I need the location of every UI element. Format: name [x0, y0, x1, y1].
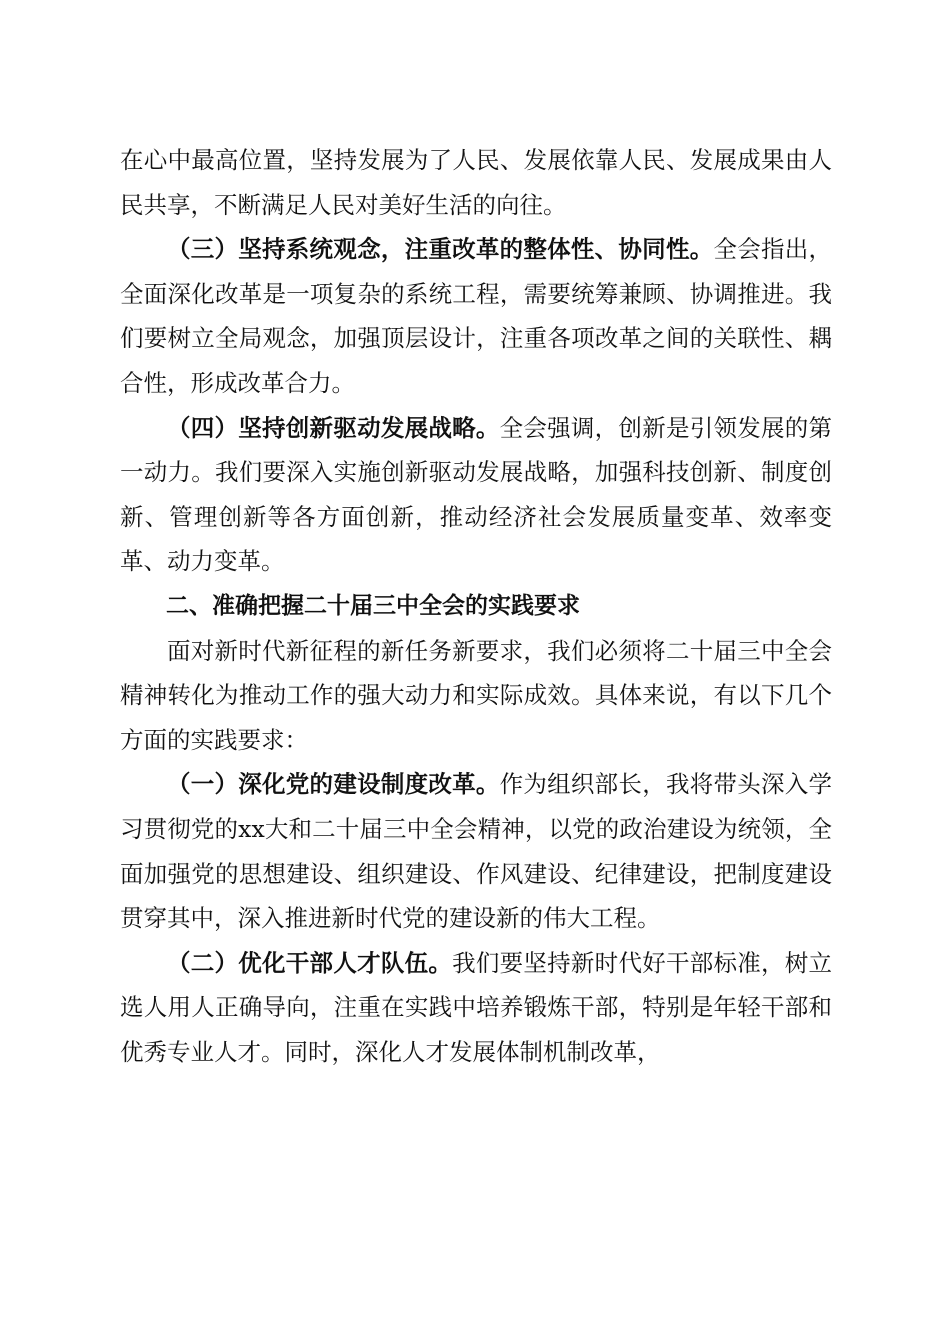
- paragraph-text: 在心中最高位置，坚持发展为了人民、发展依靠人民、发展成果由人民共享，不断满足人民对美好生活的向往。: [120, 146, 832, 219]
- paragraph-point-one: [120, 762, 832, 940]
- paragraph-text: 面对新时代新征程的新任务新要求，我们必须将二十届三中全会精神转化为推动工作的强大动力和实际成效。具体来说，有以下几个方面的实践要求：: [120, 636, 832, 754]
- paragraph-text: 全会指出，全面深化改革是一项复杂的系统工程，需要统筹兼顾、协调推进。我们要树立全局观念，加强顶层设计，注重各项改革之间的关联性、耦合性，形成改革合力。: [120, 235, 833, 397]
- paragraph-lead: （一）深化党的建设制度改革。: [167, 770, 500, 799]
- paragraph-section-intro: [120, 629, 832, 763]
- paragraph-point-three: [120, 227, 832, 405]
- paragraph-text: 全会强调，创新是引领发展的第一动力。我们要深入实施创新驱动发展战略，加强科技创新、制度创新、管理创新等各方面创新，推动经济社会发展质量变革、效率变革、动力变革。: [120, 413, 833, 576]
- paragraph-text: 作为组织部长，我将带头深入学习贯彻党的xx大和二十届三中全会精神，以党的政治建设为统领，全面加强党的思想建设、组织建设、作风建设、纪律建设，把制度建设贯穿其中，深入推进新时代党的建设新的伟大工程。: [120, 770, 833, 933]
- section-heading: 二、准确把握二十届三中全会的实践要求: [166, 592, 580, 619]
- paragraph-point-four: [120, 406, 832, 584]
- paragraph-point-two: [120, 941, 832, 1075]
- paragraph-lead: （三）坚持系统观念，注重改革的整体性、协同性。: [167, 235, 714, 264]
- paragraph-lead: （二）优化干部人才队伍。: [167, 948, 453, 977]
- document-page: [120, 138, 832, 1074]
- paragraph-continued: [120, 138, 832, 227]
- paragraph-lead: （四）坚持创新驱动发展战略。: [167, 413, 500, 442]
- paragraph-text: 我们要坚持新时代好干部标准，树立选人用人正确导向，注重在实践中培养锻炼干部，特别是年轻干部和优秀专业人才。同时，深化人才发展体制机制改革，: [120, 948, 833, 1066]
